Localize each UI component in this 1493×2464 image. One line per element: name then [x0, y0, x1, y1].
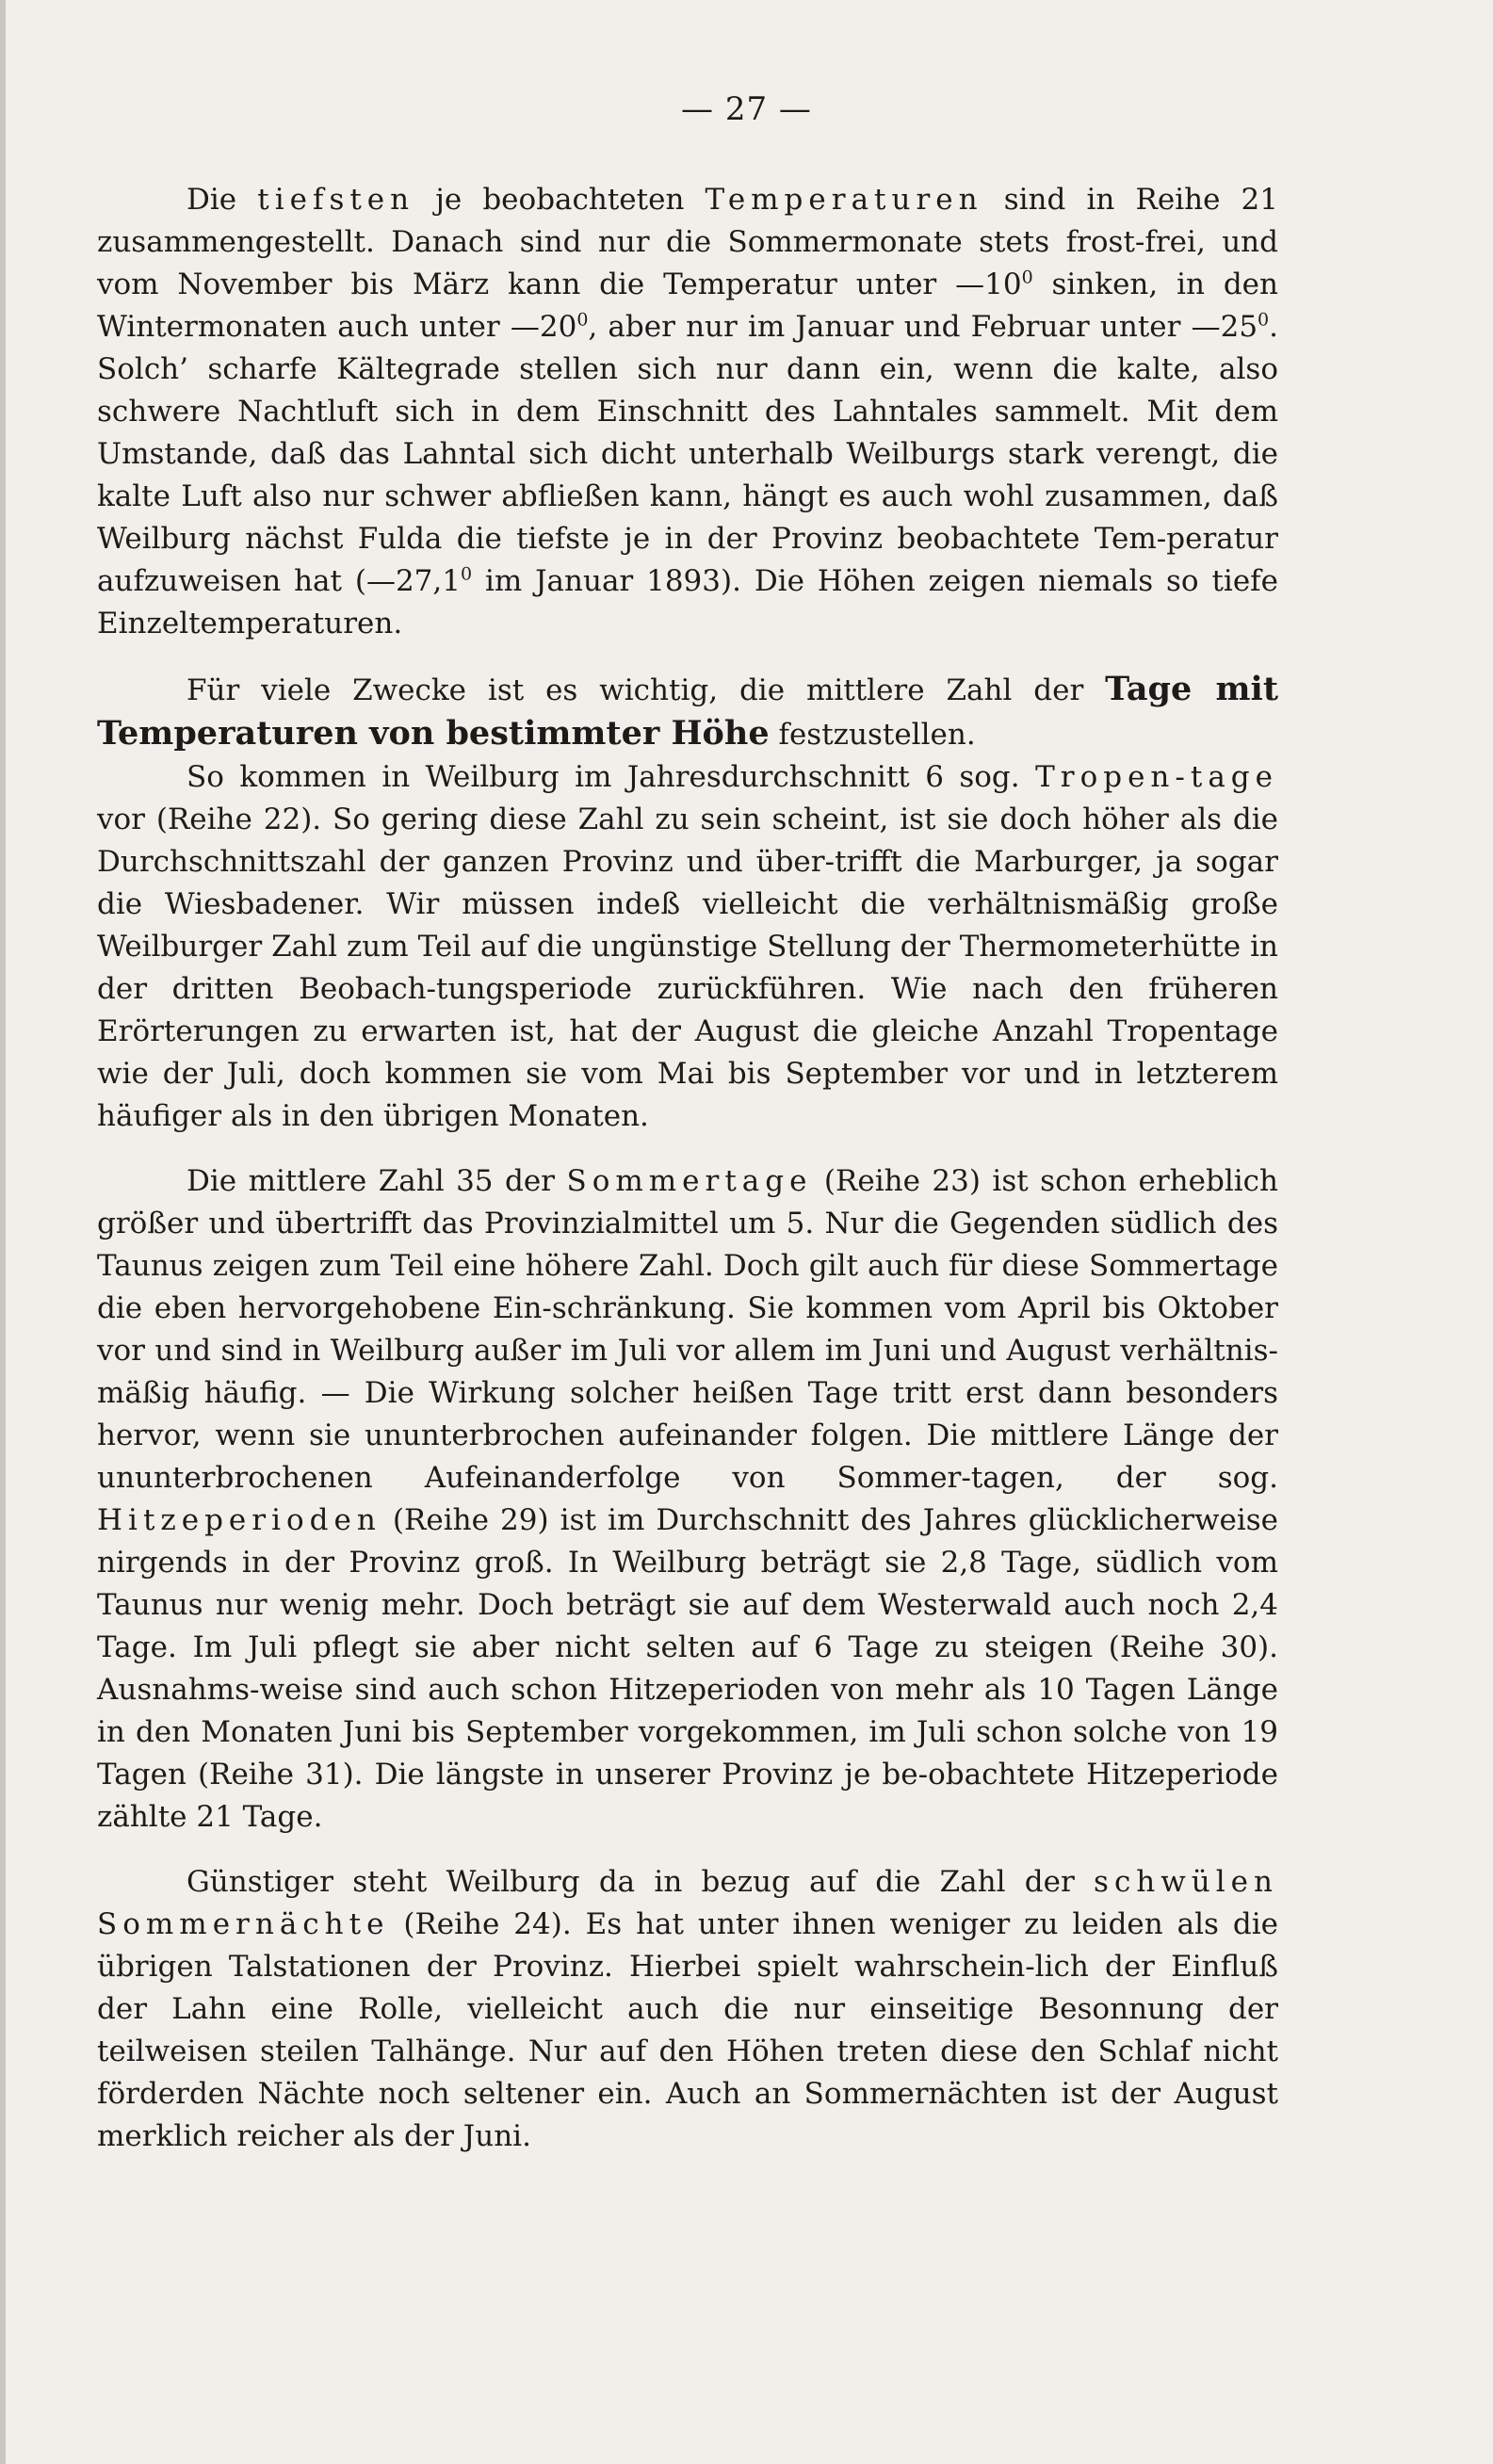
text-run: sinken, in den Wintermonaten auch unter —20	[97, 267, 1278, 344]
paragraph-days-with-temperatures	[97, 668, 1278, 756]
paragraph-tropical-days	[97, 756, 1278, 1138]
text-run: im Januar 1893). Die Höhen zeigen niemals so tiefe Einzeltemperaturen.	[97, 564, 1278, 640]
page-number: — 27 —	[681, 90, 812, 128]
page-edge-shadow	[0, 0, 6, 2464]
text-run: sind in Reihe 21 zusammengestellt. Danach sind nur die Sommermonate stets frost-frei, und vom November bis März kann die Temperatur unter —10	[97, 183, 1278, 301]
bold-heading-phrase: Tage mit Temperaturen von bestimmter Höhe	[97, 670, 1279, 753]
text-run: (Reihe 23) ist schon erheblich größer und übertrifft das Provinzialmittel um 5. Nur die Gegenden südlich des Taunus zeigen zum Teil eine höhere Zahl. Doch gilt auch für diese Sommertage die eben hervorgehobene Ein-schränkung. Sie kommen vom April bis Oktober vor und sind in Weilburg außer im Juli vor allem im Juni und August verhältnis-mäßig häufig. — Die Wirkung solcher heißen Tage tritt erst dann besonders hervor, wenn sie ununterbrochen aufeinander folgen. Die mittlere Länge der ununterbrochenen Aufeinanderfolge von Sommer-tagen, der sog.	[97, 1164, 1278, 1495]
emphasis-term: Tropen-tage	[1035, 760, 1278, 794]
text-run: Die mittlere Zahl 35 der	[187, 1164, 567, 1198]
text-run: , aber nur im Januar und Februar unter —25	[588, 310, 1258, 344]
emphasis-term: schwülen Sommernächte	[97, 1865, 1278, 1941]
text-run: So kommen in Weilburg im Jahresdurchschnitt 6 sog.	[187, 760, 1036, 794]
emphasis-term: Temperaturen	[705, 183, 983, 217]
paragraph-summer-days	[97, 1160, 1278, 1839]
text-run: Die	[187, 183, 258, 217]
emphasis-term: Hitzeperioden	[97, 1503, 381, 1537]
degree-superscript: 0	[1258, 309, 1270, 331]
text-run: Für viele Zwecke ist es wichtig, die mittlere Zahl der	[187, 673, 1106, 707]
text-run: (Reihe 24). Es hat unter ihnen weniger zu leiden als die übrigen Talstationen der Provinz. Hierbei spielt wahrschein-lich der Einfluß der Lahn eine Rolle, vielleicht auch die nur einseitige Besonnung der teilweisen steilen Talhänge. Nur auf den Höhen treten diese den Schlaf nicht förderden Nächte noch seltener ein. Auch an Sommernächten ist der August merklich reicher als der Juni.	[97, 1907, 1278, 2153]
text-run: . Solch’ scharfe Kältegrade stellen sich nur dann ein, wenn die kalte, also schwere Nachtluft sich in dem Einschnitt des Lahntales sammelt. Mit dem Umstande, daß das Lahntal sich dicht unterhalb Weilburgs stark verengt, die kalte Luft also nur schwer abfließen kann, hängt es auch wohl zusammen, daß Weilburg nächst Fulda die tiefste je in der Provinz beobachtete Tem-peratur aufzuweisen hat (—27,1	[97, 310, 1278, 598]
text-run: (Reihe 29) ist im Durchschnitt des Jahres glücklicherweise nirgends in der Provinz groß. In Weilburg beträgt sie 2,8 Tage, südlich vom Taunus nur wenig mehr. Doch beträgt sie auf dem Westerwald auch noch 2,4 Tage. Im Juli pflegt sie aber nicht selten auf 6 Tage zu steigen (Reihe 30). Ausnahms-weise sind auch schon Hitzeperioden von mehr als 10 Tagen Länge in den Monaten Juni bis September vorgekommen, im Juli schon solche von 19 Tagen (Reihe 31). Die längste in unserer Provinz je be-obachtete Hitzeperiode zählte 21 Tage.	[97, 1503, 1278, 1834]
text-run: festzustellen.	[769, 718, 976, 752]
degree-superscript: 0	[576, 309, 589, 331]
degree-superscript: 0	[1021, 267, 1033, 288]
degree-superscript: 0	[460, 563, 473, 585]
body-text	[97, 179, 1278, 2158]
emphasis-term: tiefsten	[257, 183, 415, 217]
text-run: Günstiger steht Weilburg da in bezug auf die Zahl der	[187, 1865, 1095, 1899]
text-run: je beobachteten	[414, 183, 706, 217]
paragraph-lowest-temperatures	[97, 179, 1278, 645]
text-run: vor (Reihe 22). So gering diese Zahl zu sein scheint, ist sie doch höher als die Durchschnittszahl der ganzen Provinz und über-trifft die Marburger, ja sogar die Wiesbadener. Wir müssen indeß vielleicht die verhältnismäßig große Weilburger Zahl zum Teil auf die ungünstige Stellung der Thermometerhütte in der dritten Beobach-tungsperiode zurückführen. Wie nach den früheren Erörterungen zu erwarten ist, hat der August die gleiche Anzahl Tropentage wie der Juli, doch kommen sie vom Mai bis September vor und in letzterem häufiger als in den übrigen Monaten.	[97, 802, 1278, 1133]
paragraph-sultry-nights	[97, 1861, 1278, 2158]
emphasis-term: Sommertage	[566, 1164, 813, 1198]
